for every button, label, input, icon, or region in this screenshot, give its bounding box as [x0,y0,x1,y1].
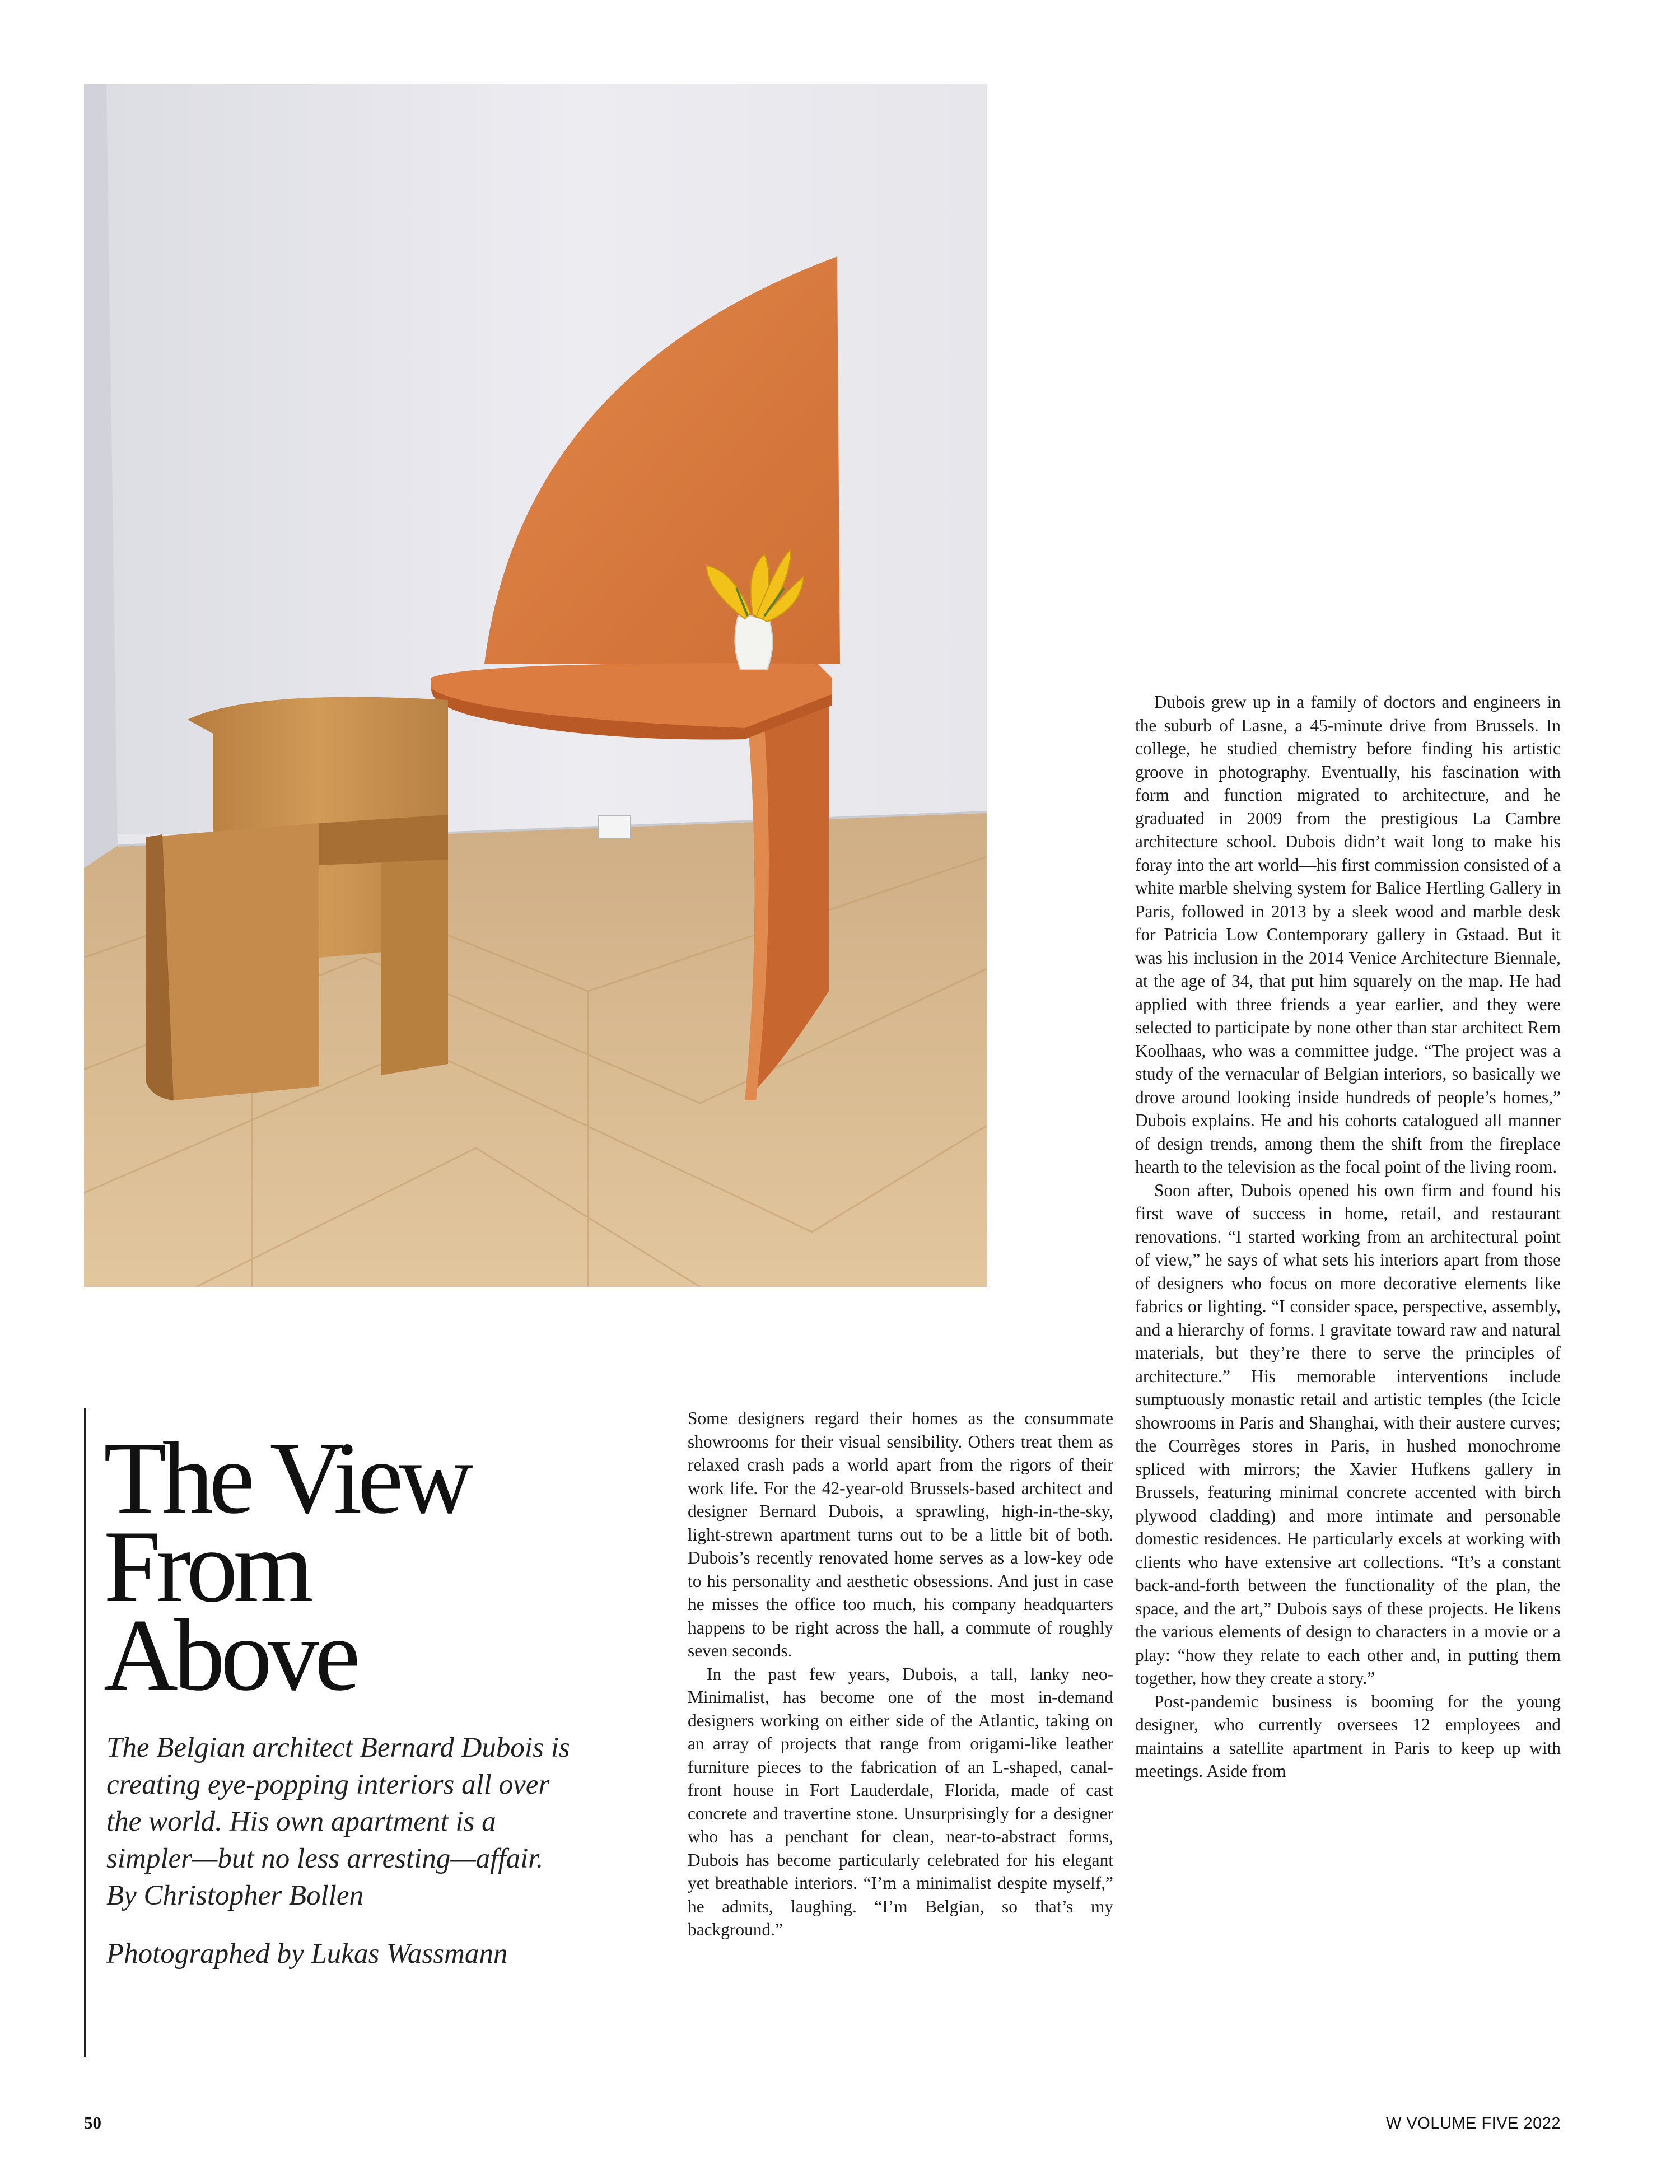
hero-photo [84,84,987,1287]
body-paragraph: Some designers regard their homes as the consummate showrooms for their visual sensibility. Others treat them as relaxed crash pads a world apart from the rigors of their work life. For the 42-year-old Brussels-based architect and designer Bernard Dubois, a sprawling, high-in-the-sky, light-strewn apartment turns out to be a little bit of both. Dubois’s recently renovated home serves as a low-key ode to his personality and aesthetic obsessions. And just in case he misses the office too much, his company headquarters happens to be right across the hall, a commute of roughly seven seconds. [688,1408,1113,1660]
byline: By Christopher Bollen [106,1880,363,1911]
body-paragraph: Dubois grew up in a family of doctors and engineers in the suburb of Lasne, a 45-minute drive from Brussels. In college, he studied chemistry before finding his artistic groove in photography. Eventually, his fascination with form and function migrated to architecture, and he graduated in 2009 from the prestigious La Cambre architecture school. Dubois didn’t wait long to make his foray into the art world—his first commission consisted of a white marble shelving system for Balice Hertling Gallery in Paris, followed in 2013 by a sleek wood and marble desk for Patricia Low Contemporary gallery in Gstaad. But it was his inclusion in the 2014 Venice Architecture Biennale, at the age of 34, that put him squarely on the map. He had applied with three friends a year earlier, and they were selected to participate by none other than star architect Rem Koolhaas, who was a committee judge. “The project was a study of the vernacular of Belgian interiors, so basically we drove around looking inside hundreds of people’s homes,” Dubois explains. He and his cohorts catalogued all manner of design trends, among them the shift from the fireplace hearth to the television as the focal point of the living room. [1135,692,1561,1177]
headline-rule [84,1408,86,2057]
vase [735,616,772,669]
headline-line: From [104,1509,309,1623]
photo-illustration [84,84,987,1287]
chair-seat [319,815,448,865]
article-headline [104,1421,664,1712]
article-dek [106,1729,571,1972]
page-number: 50 [84,2113,101,2132]
chair-leg-right [381,860,448,1075]
body-column-right [1135,690,1561,1783]
photo-credit: Photographed by Lukas Wassmann [106,1938,508,1970]
headline-line: The View [104,1421,469,1535]
body-paragraph: Post-pandemic business is booming for the young designer, who currently oversees 12 employees and maintains a satellite apartment in Paris to keep up with meetings. Aside from [1135,1691,1561,1781]
body-column-middle [688,1407,1113,1942]
headline-line: Above [104,1598,356,1712]
publication-footer: W VOLUME FIVE 2022 [1386,2115,1561,2132]
body-paragraph: In the past few years, Dubois, a tall, lanky neo-Minimalist, has become one of the most in-demand designers working on either side of the Atlantic, taking on an array of projects that range from origami-like leather furniture pieces to the fabrication of an L-shaped, canal-front house in Fort Lauderdale, Florida, made of cast concrete and travertine stone. Unsurprisingly for a designer who has a penchant for clean, near-to-abstract forms, Dubois has become particularly celebrated for his elegant yet breathable interiors. “I’m a minimalist despite myself,” he admits, laughing. “I’m Belgian, so that’s my background.” [688,1664,1113,1939]
dek-text: The Belgian architect Bernard Dubois is creating eye-popping interiors all over the world. His own apartment is a simpler—but no less arresting—affair. [106,1732,570,1874]
body-paragraph: Soon after, Dubois opened his own firm and found his first wave of success in home, retail, and restaurant renovations. “I started working from an architectural point of view,” he says of what sets his interiors apart from those of designers who focus on more decorative elements like fabrics or lighting. “I consider space, perspective, assembly, and a hierarchy of forms. I gravitate toward raw and natural materials, but they’re there to serve the principles of architecture.” His memorable interventions include sumptuously monastic retail and artistic temples (the Icicle showrooms in Paris and Shanghai, with their austere curves; the Courrèges stores in Paris, in hushed monochrome spliced with mirrors; the Xavier Hufkens gallery in Brussels, featuring minimal concrete accented with birch plywood cladding) and more intimate and personable domestic residences. He particularly excels at working with clients who have extensive art collections. “It’s a constant back-and-forth between the functionality of the plan, the space, and the art,” Dubois says of these projects. He likens the various elements of design to characters in a movie or a play: “how they relate to each other and, in putting them together, how they create a story.” [1135,1180,1561,1688]
wall-outlet [598,816,631,838]
